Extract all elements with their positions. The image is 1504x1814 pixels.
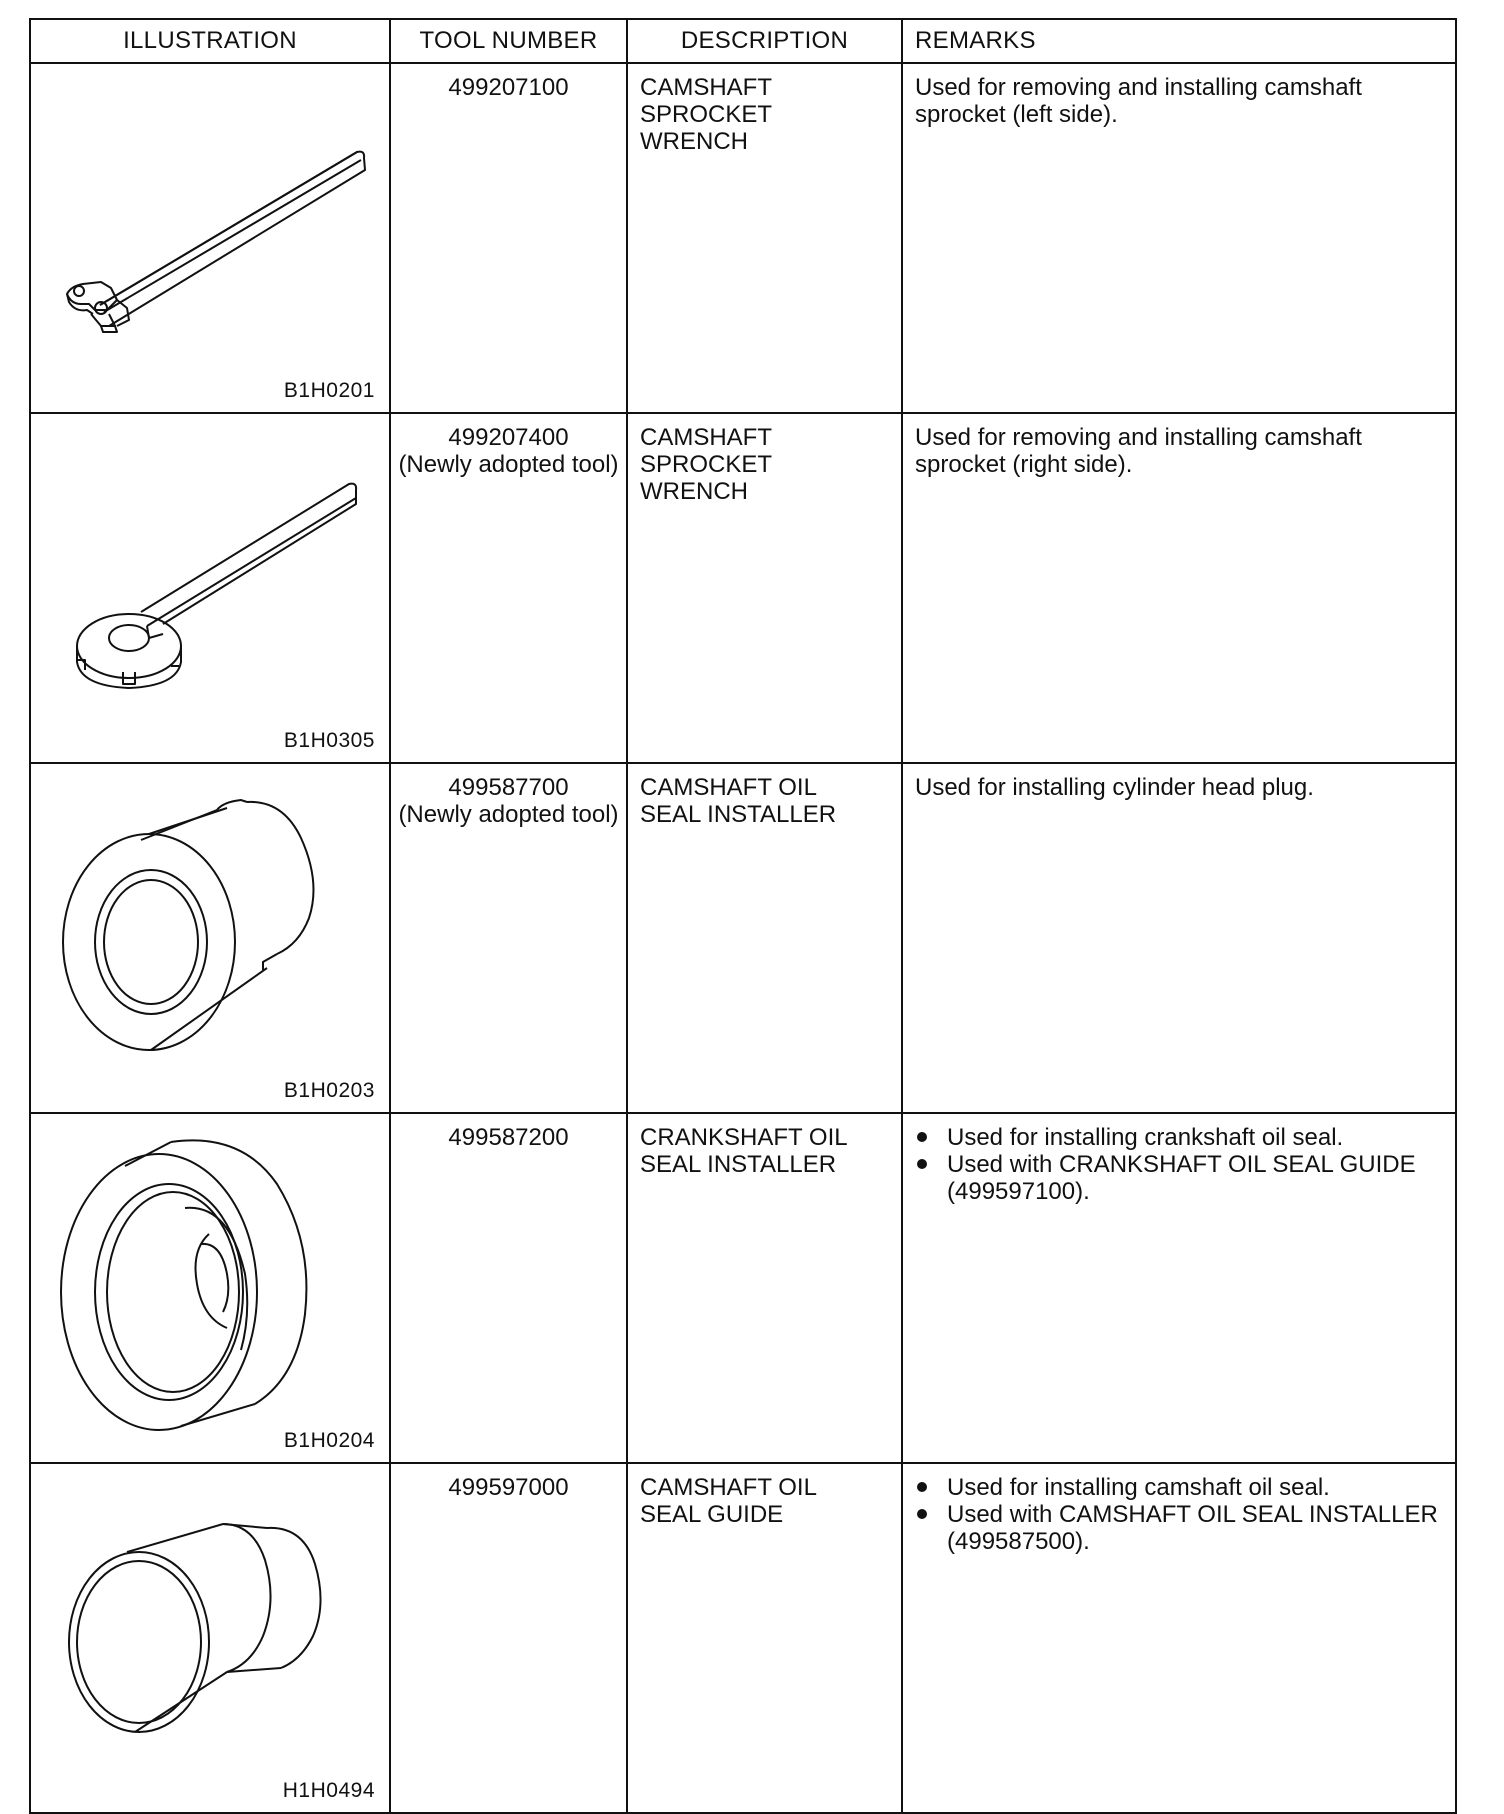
tool-number: 499207100 bbox=[448, 74, 569, 101]
remarks-list bbox=[915, 1474, 1445, 1555]
header-illustration: ILLUSTRATION bbox=[30, 19, 390, 63]
tool-number-cell bbox=[390, 763, 627, 1113]
table-row bbox=[30, 1113, 1456, 1463]
table-row bbox=[30, 63, 1456, 413]
illustration-cell bbox=[30, 1463, 390, 1813]
header-row bbox=[30, 19, 1456, 63]
tool-note: (Newly adopted tool) bbox=[398, 451, 619, 478]
header-description: DESCRIPTION bbox=[627, 19, 902, 63]
list-item bbox=[915, 1501, 1445, 1555]
remark-text: Used for installing crankshaft oil seal. bbox=[947, 1124, 1344, 1151]
illustration-code: B1H0305 bbox=[283, 729, 375, 752]
illustration-code: B1H0203 bbox=[283, 1079, 375, 1102]
remarks-cell bbox=[902, 413, 1456, 763]
description-cell: CAMSHAFT OIL SEAL INSTALLER bbox=[627, 763, 902, 1113]
table-row bbox=[30, 1463, 1456, 1813]
list-item bbox=[915, 1474, 1445, 1501]
remarks-cell bbox=[902, 63, 1456, 413]
remark-text: Used for installing camshaft oil seal. bbox=[947, 1474, 1330, 1501]
remarks-cell bbox=[902, 763, 1456, 1113]
tool-number: 499207400 bbox=[448, 424, 569, 451]
illustration-cell bbox=[30, 63, 390, 413]
bullet-icon bbox=[917, 1159, 927, 1169]
illustration-cell bbox=[30, 763, 390, 1113]
bullet-icon bbox=[917, 1482, 927, 1492]
crankshaft-oil-seal-installer-icon bbox=[31, 1114, 391, 1452]
tool-number: 499587200 bbox=[448, 1124, 569, 1151]
remarks-cell bbox=[902, 1113, 1456, 1463]
remark-text: Used for removing and installing camshaft sprocket (right side). bbox=[915, 424, 1362, 478]
illustration-code: B1H0201 bbox=[283, 379, 375, 402]
bullet-icon bbox=[917, 1132, 927, 1142]
description-cell: CRANKSHAFT OIL SEAL INSTALLER bbox=[627, 1113, 902, 1463]
camshaft-sprocket-wrench-right-icon bbox=[31, 414, 391, 752]
remarks-cell bbox=[902, 1463, 1456, 1813]
illustration-cell bbox=[30, 1113, 390, 1463]
description-cell: CAMSHAFT SPROCKET WRENCH bbox=[627, 413, 902, 763]
table-row bbox=[30, 763, 1456, 1113]
table-row bbox=[30, 413, 1456, 763]
tool-number: 499597000 bbox=[448, 1474, 569, 1501]
tool-number-cell bbox=[390, 1463, 627, 1813]
tool-number-cell bbox=[390, 413, 627, 763]
remark-text: Used with CRANKSHAFT OIL SEAL GUIDE (499597100). bbox=[947, 1151, 1416, 1205]
remarks-list bbox=[915, 1124, 1445, 1205]
remark-text: Used with CAMSHAFT OIL SEAL INSTALLER (499587500). bbox=[947, 1501, 1438, 1555]
tool-number-cell bbox=[390, 63, 627, 413]
tool-number: 499587700 bbox=[448, 774, 569, 801]
illustration-code: H1H0494 bbox=[282, 1779, 375, 1802]
bullet-icon bbox=[917, 1509, 927, 1519]
header-remarks: REMARKS bbox=[902, 19, 1456, 63]
illustration-code: B1H0204 bbox=[283, 1429, 375, 1452]
special-tools-table bbox=[29, 18, 1457, 1814]
remark-text: Used for removing and installing camshaft sprocket (left side). bbox=[915, 74, 1362, 128]
header-tool-number: TOOL NUMBER bbox=[390, 19, 627, 63]
tool-number-cell bbox=[390, 1113, 627, 1463]
description-cell: CAMSHAFT OIL SEAL GUIDE bbox=[627, 1463, 902, 1813]
description-cell: CAMSHAFT SPROCKET WRENCH bbox=[627, 63, 902, 413]
list-item bbox=[915, 1151, 1445, 1205]
camshaft-oil-seal-installer-icon bbox=[31, 764, 391, 1102]
list-item bbox=[915, 1124, 1445, 1151]
tool-note: (Newly adopted tool) bbox=[398, 801, 619, 828]
camshaft-sprocket-wrench-left-icon bbox=[31, 64, 391, 402]
remark-text: Used for installing cylinder head plug. bbox=[915, 774, 1314, 801]
illustration-cell bbox=[30, 413, 390, 763]
camshaft-oil-seal-guide-icon bbox=[31, 1464, 391, 1802]
